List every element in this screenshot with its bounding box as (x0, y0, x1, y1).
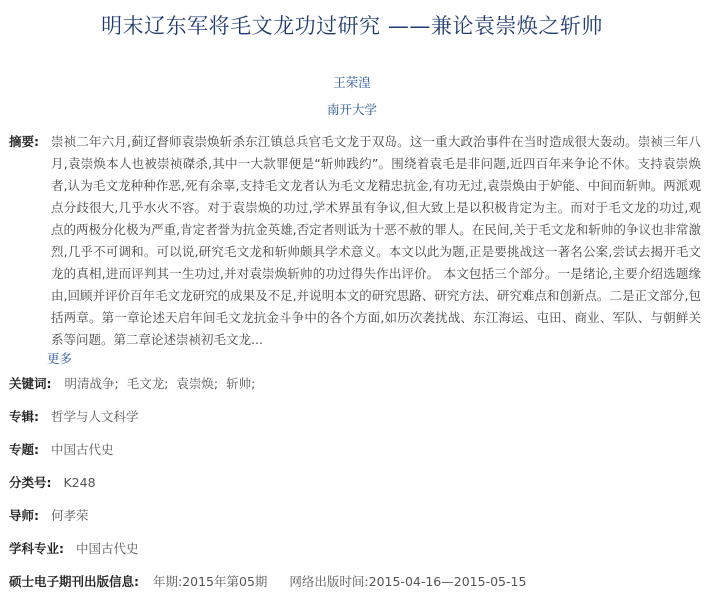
topic-row (0, 436, 704, 469)
classification-value: K248 (63, 475, 96, 490)
keyword-link[interactable]: 明清战争; (64, 376, 119, 391)
classification-row (0, 469, 704, 502)
abstract-section (0, 131, 704, 351)
keywords-label: 关键词: (9, 376, 52, 391)
keyword-link[interactable]: 袁崇焕; (176, 376, 219, 391)
keywords-row (0, 370, 704, 403)
keywords-list (64, 376, 259, 391)
series-label: 专辑: (9, 409, 39, 424)
advisor-row (0, 502, 704, 535)
advisor-label: 导师: (9, 508, 39, 523)
topic-label: 专题: (9, 442, 39, 457)
page-title: 明末辽东军将毛文龙功过研究 ——兼论袁崇焕之斩帅 (101, 14, 603, 38)
publication-issue: 年期:2015年第05期 (152, 574, 268, 589)
series-value: 哲学与人文科学 (50, 409, 139, 424)
advisor-value[interactable]: 何孝荣 (50, 508, 89, 523)
more-link[interactable]: 更多 (47, 351, 73, 366)
major-label: 学科专业: (9, 541, 64, 556)
keyword-link[interactable]: 毛文龙; (126, 376, 169, 391)
abstract-label: 摘要: (9, 134, 39, 149)
abstract-text: 崇祯二年六月,蓟辽督师袁崇焕斩杀东江镇总兵官毛文龙于双岛。这一重大政治事件在当时造成很大轰动。崇祯三年八月,袁崇焕本人也被崇祯磔杀,其中一大款罪便是“斩帅践约”。围绕着袁毛是非问题,近四百年来争论不休。支持袁崇焕者,认为毛文龙种种作恶,死有余辜,支持毛文龙者认为毛文龙精忠抗金,有功无过,袁崇焕由于妒能、中间而斩帅。两派观点分歧很大,几乎水火不容。对于袁崇焕的功过,学术界虽有争议,但大致上是以积极肯定为主。而对于毛文龙的功过,观点的两极分化极为严重,肯定者誉为抗金英雄,否定者则诋为十恶不赦的罪人。在民间,关于毛文龙和斩帅的争议也非常激烈,几乎不可调和。可以说,研究毛文龙和斩帅颇具学术意义。本文以此为题,正是要挑战这一著名公案,尝试去揭开毛文龙的真相,进而评判其一生功过,并对袁崇焕斩帅的功过得失作出评价。 本文包括三个部分。一是绪论,主要介绍选题缘由,回顾并评价百年毛文龙研究的成果及不足,并说明本文的研究思路、研究方法、研究难点和创新点。二是正文部分,包括两章。第一章论述天启年间毛文龙抗金斗争中的各个方面,如历次袭扰战、东江海运、屯田、商业、军队、与朝鲜关系等问题。第二章论述崇祯初毛文龙... (51, 134, 701, 347)
major-row (0, 535, 704, 568)
series-row (0, 403, 704, 436)
organization-link[interactable]: 南开大学 (326, 102, 377, 117)
topic-value: 中国古代史 (50, 442, 114, 457)
keyword-link[interactable]: 斩帅; (226, 376, 256, 391)
classification-label: 分类号: (9, 475, 52, 490)
author-link[interactable]: 王荣湟 (333, 75, 371, 90)
publication-online-date: 网络出版时间:2015-04-16—2015-05-15 (289, 574, 527, 589)
publication-label: 硕士电子期刊出版信息: (9, 574, 139, 589)
publication-row (0, 568, 704, 601)
major-value: 中国古代史 (75, 541, 139, 556)
